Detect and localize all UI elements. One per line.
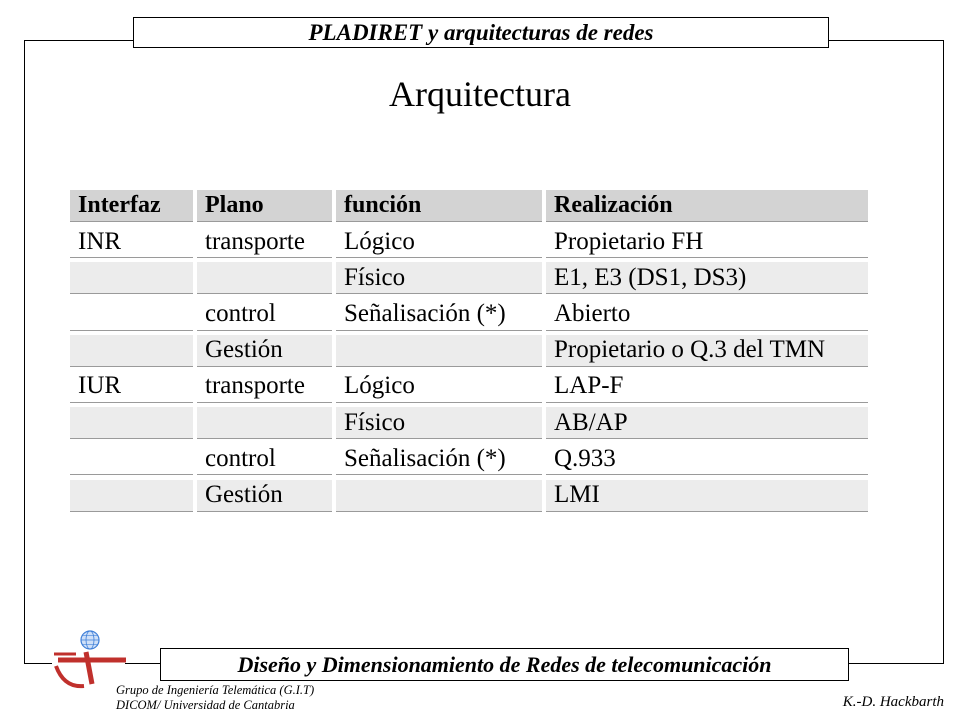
table-cell-interfaz: [70, 443, 193, 475]
table-header-funcion: función: [336, 190, 542, 222]
organization-info: [116, 683, 314, 713]
frame-line: [24, 40, 134, 41]
table-cell-interfaz: INR: [70, 226, 193, 258]
table-cell-realizacion: LMI: [546, 480, 868, 512]
footer-title-box: [160, 648, 849, 681]
table-cell-funcion: [336, 335, 542, 367]
header-title: PLADIRET y arquitecturas de redes: [308, 19, 654, 45]
table-cell-interfaz: [70, 262, 193, 294]
table-cell-realizacion: Abierto: [546, 299, 868, 331]
frame-line: [828, 40, 944, 41]
table-cell-realizacion: Q.933: [546, 443, 868, 475]
table-cell-plano: Gestión: [197, 335, 332, 367]
org-line-1: Grupo de Ingeniería Telemática (G.I.T): [116, 683, 315, 697]
table-cell-funcion: Físico: [336, 262, 542, 294]
table-cell-realizacion: AB/AP: [546, 407, 868, 439]
author-name: K.-D. Hackbarth: [842, 694, 944, 710]
table-header-realizacion: Realización: [546, 190, 868, 222]
frame-line: [24, 40, 25, 664]
table-cell-plano: control: [197, 299, 332, 331]
header-title-box: [133, 17, 829, 48]
table-cell-plano: control: [197, 443, 332, 475]
table-cell-plano: [197, 407, 332, 439]
table-cell-interfaz: [70, 480, 193, 512]
table-cell-funcion: [336, 480, 542, 512]
table-cell-realizacion: Propietario FH: [546, 226, 868, 258]
frame-line: [848, 663, 944, 664]
git-logo-icon: [50, 630, 130, 690]
table-cell-funcion: Lógico: [336, 226, 542, 258]
table-cell-realizacion: LAP-F: [546, 371, 868, 403]
table-header-plano: Plano: [197, 190, 332, 222]
frame-line: [943, 40, 944, 664]
table-header-interfaz: Interfaz: [70, 190, 193, 222]
table-cell-realizacion: Propietario o Q.3 del TMN: [546, 335, 868, 367]
table-cell-plano: [197, 262, 332, 294]
logo-red-arc-icon: [56, 666, 84, 686]
org-line-2: DICOM/ Universidad de Cantabria: [116, 698, 295, 712]
table-cell-plano: transporte: [197, 226, 332, 258]
table-cell-interfaz: [70, 407, 193, 439]
frame-line: [125, 663, 160, 664]
table-cell-funcion: Señalisación (*): [336, 299, 542, 331]
table-cell-realizacion: E1, E3 (DS1, DS3): [546, 262, 868, 294]
table-cell-funcion: Señalisación (*): [336, 443, 542, 475]
frame-line: [24, 663, 52, 664]
architecture-table: [70, 190, 868, 516]
table-cell-plano: Gestión: [197, 480, 332, 512]
slide-title: Arquitectura: [389, 74, 571, 114]
table-cell-funcion: Físico: [336, 407, 542, 439]
logo-red-stem-icon: [86, 652, 92, 684]
table-cell-interfaz: IUR: [70, 371, 193, 403]
table-cell-interfaz: [70, 299, 193, 331]
table-cell-interfaz: [70, 335, 193, 367]
footer-title: Diseño y Dimensionamiento de Redes de telecomunicación: [237, 651, 772, 677]
table-cell-funcion: Lógico: [336, 371, 542, 403]
table-cell-plano: transporte: [197, 371, 332, 403]
